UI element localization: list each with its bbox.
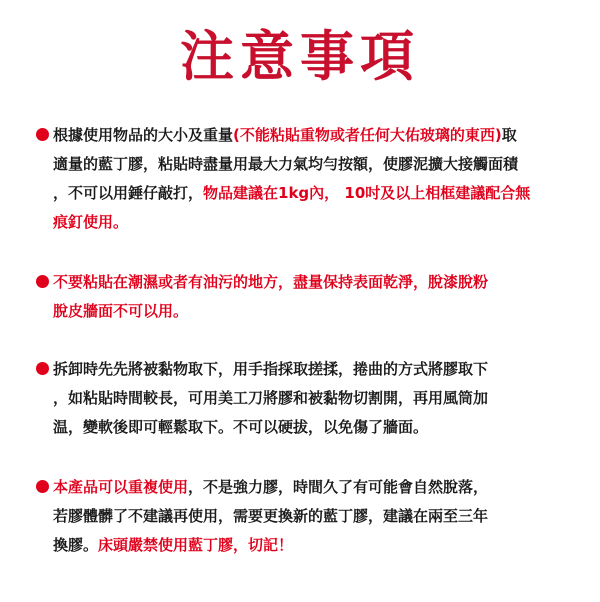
notice-text: 根據使用物品的大小及重量 — [53, 126, 234, 144]
notice-item-1-line-2 — [36, 150, 586, 179]
notice-item-3-line-1 — [36, 355, 586, 384]
notice-text-highlight: 物品建議在1kg內， 10吋及以上相框建議配合無 — [203, 184, 531, 202]
notice-item-4-line-3 — [36, 531, 586, 560]
notice-text: 取 — [501, 126, 517, 144]
notice-text: 若膠體髒了不建議再使用，需要更換新的藍丁膠，建議在兩至三年 — [53, 507, 489, 525]
notice-item-2-line-2 — [36, 297, 586, 326]
notice-item-3-line-3 — [36, 413, 586, 442]
notice-item-2-line-1 — [36, 268, 586, 297]
notice-item-1 — [36, 121, 586, 237]
notice-item-1-line-3 — [36, 179, 586, 208]
notice-item-1-line-4 — [36, 208, 586, 237]
notice-text-highlight: 痕釘使用。 — [53, 213, 129, 231]
notice-text: 温，變軟後即可輕鬆取下。不可以硬拔，以免傷了牆面。 — [53, 418, 429, 436]
bullet-icon — [36, 362, 49, 375]
notice-text: 適量的藍丁膠，粘貼時盡量用最大力氣均勻按額，使膠泥擴大接觸面積 — [53, 155, 519, 173]
notice-text-highlight: 床頭嚴禁使用藍丁膠，切記！ — [98, 536, 294, 554]
notice-text-highlight: (不能粘貼重物或者任何大佑玻璃的東西) — [233, 126, 502, 144]
notice-text-highlight: 脫皮牆面不可以用。 — [53, 302, 189, 320]
notice-text: ，不可以用錘仔敲打， — [53, 184, 204, 202]
notice-text-highlight: 不要粘貼在潮濕或者有油污的地方，盡量保持表面乾淨，脫漆脫粉 — [53, 273, 489, 291]
page-title: 注意事項 — [180, 25, 420, 88]
notice-item-3-line-2 — [36, 384, 586, 413]
notice-text: 換膠。 — [53, 536, 99, 554]
notice-text: ，不是強力膠，時間久了有可能會自然脫落， — [188, 478, 489, 496]
notice-text-highlight: 本產品可以重複使用 — [53, 478, 189, 496]
notice-item-3 — [36, 355, 586, 442]
notice-text: ，如粘貼時間較長，可用美工刀將膠和被黏物切割開，再用風筒加 — [53, 389, 489, 407]
notice-text: 拆卸時先先將被黏物取下，用手指採取搓揉，捲曲的方式將膠取下 — [53, 360, 489, 378]
notice-item-1-line-1 — [36, 121, 586, 150]
notice-item-4-line-2 — [36, 502, 586, 531]
bullet-icon — [36, 275, 49, 288]
notice-item-4 — [36, 473, 586, 560]
notice-item-2 — [36, 268, 586, 326]
notice-item-4-line-1 — [36, 473, 586, 502]
bullet-icon — [36, 128, 49, 141]
bullet-icon — [36, 480, 49, 493]
